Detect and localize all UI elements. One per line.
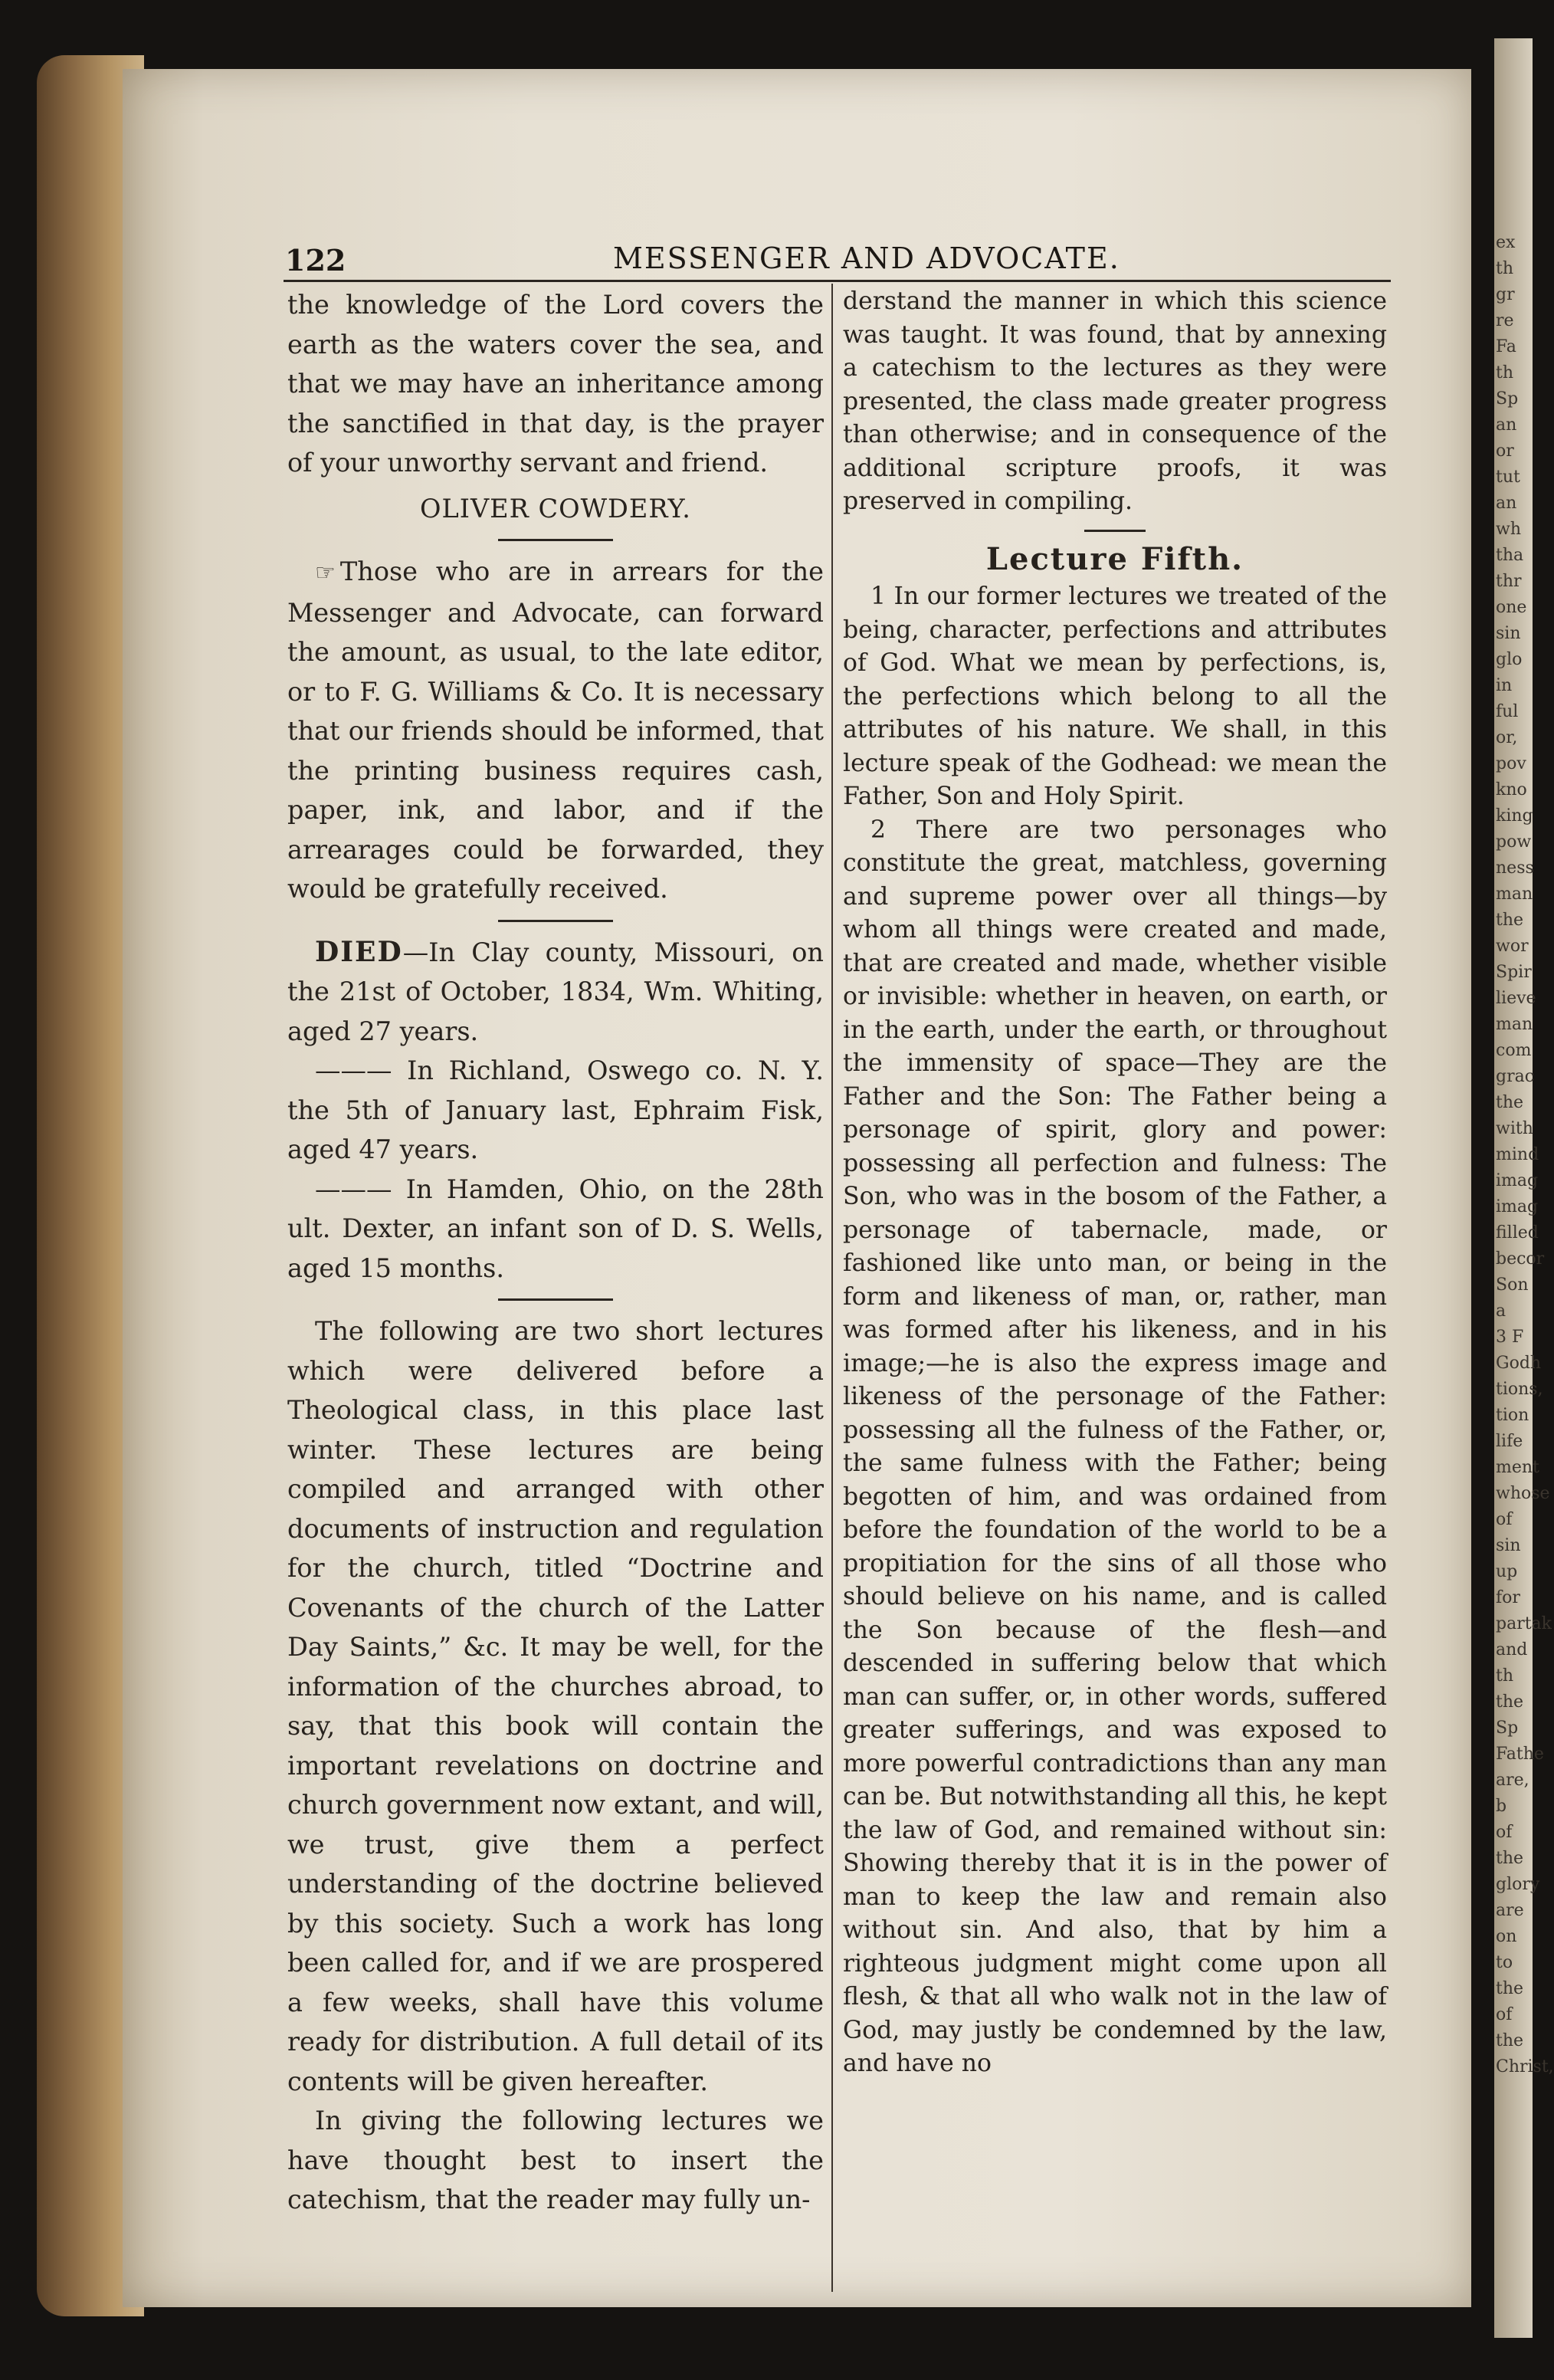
section-rule [498, 1298, 613, 1301]
facing-page-fragment: tions, [1496, 1380, 1543, 1399]
facing-page-fragment: kno [1496, 780, 1527, 799]
facing-page-fragment: mind [1496, 1145, 1539, 1164]
facing-page-fragment: thr [1496, 572, 1522, 591]
death-notice [287, 1170, 824, 1288]
facing-page-fragment: wh [1496, 520, 1521, 539]
lecture-paragraph: 1 In our former lectures we treated of the being, character, perfections and attributes of God. What we mean by perfections, is, the perfections which belong to all the attributes of his nature. We shall, in this lecture speak of the Godhead: we mean the Father, Son and Holy Spirit. [843, 583, 1387, 810]
facing-page-fragment: lieve [1496, 989, 1536, 1008]
facing-page-fragment: to the [1496, 1953, 1524, 1998]
facing-page-fragment: the [1496, 1093, 1524, 1112]
right-column [843, 285, 1387, 2081]
facing-page-fragment: partak [1496, 1614, 1552, 1633]
facing-page-fragment: the [1496, 911, 1524, 930]
facing-page-fragment: filled [1496, 1223, 1539, 1243]
notice-dash: ——— [315, 1055, 392, 1085]
page-number: 122 [285, 243, 346, 277]
running-title: MESSENGER AND ADVOCATE. [613, 241, 1120, 275]
section-rule [1084, 530, 1146, 532]
lecture-title: Lecture Fifth. [985, 540, 1244, 577]
facing-page-fragment: glo [1496, 650, 1523, 669]
died-heading: DIED [315, 935, 403, 968]
continued-paragraph: derstand the manner in which this science was taught. It was found, that by annexing a catechism to the lectures as they were presented, the class made greater progress than otherwise; and in consequence of the additional scripture proofs, it was preserved in compiling. [843, 287, 1387, 515]
pointing-hand-icon: ☞ [315, 560, 336, 586]
facing-page-fragment: ex [1496, 233, 1516, 252]
facing-page-fragment: pov [1496, 754, 1526, 773]
closing-paragraph: the knowledge of the Lord covers the earth as the waters cover the sea, and that we may have an inheritance among the sanctified in that day, is the prayer of your unworthy servant and friend. [287, 290, 824, 478]
facing-page-fragment: up for [1496, 1562, 1520, 1607]
facing-page-fragment: Fathe [1496, 1745, 1544, 1764]
facing-page-fragment: tha [1496, 546, 1524, 565]
facing-page-fragment: th [1496, 363, 1514, 382]
facing-page-fragment: 3 F [1496, 1328, 1524, 1347]
facing-page-fragment: an [1496, 494, 1517, 513]
facing-page-fragment: in [1496, 676, 1513, 695]
facing-page-fragment: man [1496, 1015, 1533, 1034]
lecture-paragraph: 2 There are two personages who constitute the great, matchless, governing and supreme power over all things—by whom all things were created and made, that are created and made, whether visible or invisible: whether in heaven, on earth, or in the earth, under the earth, or throughout the immensity of space—They are the Father and the Son: The Father being a personage of spirit, glory and power: possessing all perfection and fulness: The Son, who was in the bosom of the Father, a personage of tabernacle, made, or fashioned like unto man, or being in the form and likeness of man, or, rather, man was formed after his likeness, and in his image;—he is also the express image and likeness of the personage of the Father: possessing all the fulness of the Father, or, the same fulness with the Father; being begotten of him, and was ordained from before the foundation of the world to be a propitiation for the sins of all those who should believe on his name, and is called the Son because of the flesh—and descended in suffering below that which man can suffer, or, in other words, suffered greater sufferings, and was exposed to more powerful contradictions than any man can be. But notwithstanding all this, he kept the law of God, and remained without sin: Showing thereby that it is in the power of man to keep the law and remain also without sin. And also, that by him a righteous judgment might come upon all flesh, & that all who walk not in the law of God, may justly be condemned by the law, and have no [843, 816, 1387, 2077]
facing-page-fragment: imag [1496, 1171, 1539, 1190]
facing-page-fragment: with [1496, 1119, 1533, 1138]
left-column [287, 285, 824, 2220]
section-rule [498, 920, 613, 922]
facing-page-fragment: life [1496, 1432, 1523, 1451]
facing-page-fragment: Son a [1496, 1275, 1529, 1321]
notice-dash: ——— [315, 1174, 392, 1204]
facing-page-fragment: tut [1496, 468, 1520, 487]
facing-page-fragment: pow [1496, 832, 1532, 852]
page-header [284, 234, 1391, 282]
facing-page-fragment: the Sp [1496, 1692, 1524, 1738]
arrears-notice [287, 552, 824, 909]
death-notice-text: In Hamden, Ohio, on the 28th ult. Dexter, an infant son of D. S. Wells, aged 15 months. [287, 1174, 824, 1283]
facing-page-fragment: ness [1496, 858, 1534, 878]
facing-page-fragment: are on [1496, 1901, 1524, 1946]
arrears-notice-text: Those who are in arrears for the Messenger and Advocate, can forward the amount, as usual, to the late editor, or to F. G. Williams & Co. It is necessary that our friends should be informed, that the printing business requires cash, paper, ink, and labor, and if the arrearages could be forwarded, they would be gratefully received. [287, 556, 824, 904]
facing-page-fragment: of the [1496, 1823, 1524, 1868]
signature: OLIVER COWDERY. [420, 493, 691, 524]
facing-page-fragment: Godh [1496, 1354, 1542, 1373]
column-divider [831, 284, 833, 2292]
facing-page-fragment: imag [1496, 1197, 1539, 1216]
facing-page-fragment: com [1496, 1041, 1532, 1060]
facing-page-fragment: Sp [1496, 389, 1519, 409]
facing-page-fragment: tion [1496, 1406, 1529, 1425]
facing-page-fragment: Spir [1496, 963, 1532, 982]
facing-page-fragment: and th [1496, 1640, 1528, 1686]
facing-page-fragment: becor [1496, 1249, 1545, 1269]
facing-page-fragment: gr [1496, 285, 1515, 304]
facing-page-fragment: sin [1496, 624, 1521, 643]
lectures-introduction: In giving the following lectures we have thought best to insert the catechism, that the reader may fully un- [287, 2106, 824, 2214]
lectures-introduction: The following are two short lectures which were delivered before a Theological class, in this place last winter. These lectures are being compiled and arranged with other documents of instruction and regulation for the church, titled “Doctrine and Covenants of the church of the Latter Day Saints,” &c. It may be well, for the information of the churches abroad, to say, that this book will contain the important revelations on doctrine and church government now extant, and will, we trust, give them a perfect understanding of the doctrine believed by this society. Such a work has long been called for, and if we are prospered a few weeks, shall have this volume ready for distribution. A full detail of its contents will be given hereafter. [287, 1316, 824, 2096]
facing-page-fragment: ment [1496, 1458, 1539, 1477]
death-notice-text: —In Clay county, Missouri, on the 21st of October, 1834, Wm. Whiting, aged 27 years. [287, 937, 824, 1046]
facing-page-fragment: glory [1496, 1875, 1540, 1894]
death-notice-text: In Richland, Oswego co. N. Y. the 5th of January last, Ephraim Fisk, aged 47 years. [287, 1055, 824, 1164]
facing-page-text [1496, 230, 1554, 2223]
facing-page-fragment: wor [1496, 937, 1529, 956]
facing-page-fragment: man [1496, 885, 1533, 904]
facing-page-fragment: one [1496, 598, 1527, 617]
death-notice [287, 933, 824, 1052]
facing-page-fragment: Christ, [1496, 2057, 1554, 2076]
facing-page-fragment: or, [1496, 728, 1518, 747]
death-notice [287, 1051, 824, 1170]
facing-page-fragment: an [1496, 415, 1517, 435]
facing-page-fragment: th [1496, 259, 1514, 278]
facing-page-fragment: re [1496, 311, 1514, 330]
facing-page-fragment: whose [1496, 1484, 1550, 1503]
section-rule [498, 539, 613, 541]
facing-page-fragment: of the [1496, 2005, 1524, 2050]
facing-page-fragment: king [1496, 806, 1533, 826]
facing-page-fragment: grac [1496, 1067, 1535, 1086]
facing-page-fragment: or [1496, 442, 1514, 461]
facing-page-fragment: Fa [1496, 337, 1516, 356]
facing-page-fragment: ful [1496, 702, 1519, 721]
facing-page-fragment: of sin [1496, 1510, 1521, 1555]
facing-page-fragment: are, b [1496, 1771, 1529, 1816]
